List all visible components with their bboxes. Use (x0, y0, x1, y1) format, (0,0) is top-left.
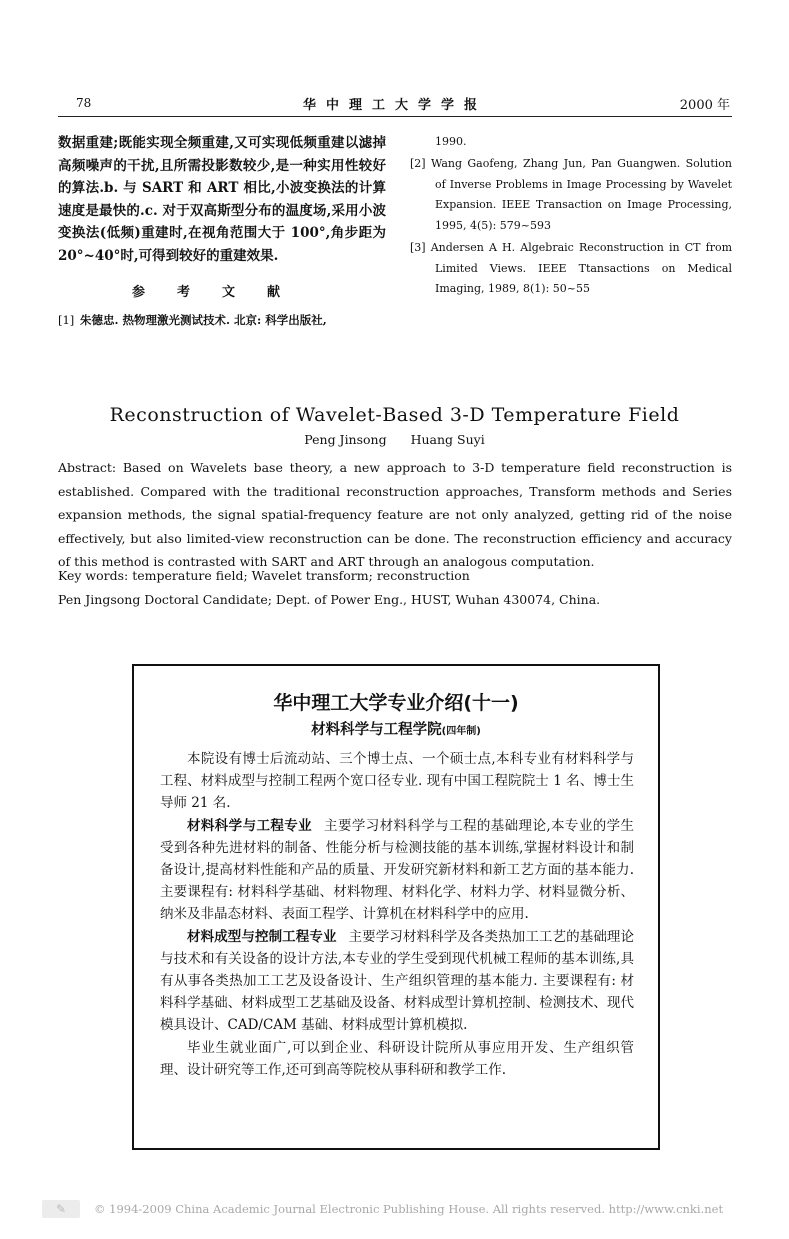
box-paragraph-2-text: 主要学习材料科学与工程的基础理论,本专业的学生受到各种先进材料的制备、性能分析与检测技能的基本训练,掌握材料设计和制备设计,提高材料性能和产品的质量、开发研究新材料和新工艺方面的基本能力. 主要课程有: 材料科学基础、材料物理、材料化学、材料力学、材料显微分析、纳米及非晶态材料、表面工程学、计算机在材料科学中的应用. (160, 817, 634, 923)
english-keywords: Key words: temperature field; Wavelet transform; reconstruction (58, 568, 470, 583)
journal-name: 华中理工大学学报 (302, 98, 487, 113)
page-header (58, 94, 732, 117)
english-authors (0, 432, 789, 447)
box-subtitle-note: (四年制) (441, 726, 481, 737)
box-body (160, 748, 634, 1081)
box-paragraph-2 (160, 815, 634, 926)
reference-2: [2] Wang Gaofeng, Zhang Jun, Pan Guangwen. Solution of Inverse Problems in Image Processing by Wavelet Expansion. IEEE Transaction on Image Processing, 1995, 4(5): 579~593 (410, 157, 732, 232)
box-paragraph-3 (160, 926, 634, 1037)
author-2: Huang Suyi (410, 432, 485, 447)
box-subtitle-text: 材料科学与工程学院 (311, 722, 442, 738)
conclusion-text: 数据重建;既能实现全频重建,又可实现低频重建以滤掉高频噪声的干扰,且所需投影数较少,是一种实用性较好的算法.b. 与 SART 和 ART 相比,小波变换法的计算速度是最快的.c. 对于双高斯型分布的温度场,采用小波变换法(低频)重建时,在视角范围大于 100°,角步距为 20°~40°时,可得到较好的重建效果. (58, 135, 386, 264)
english-abstract: Abstract: Based on Wavelets base theory, a new approach to 3-D temperature field reconstruction is established. Compared with the traditional reconstruction approaches, Transform methods and Series expansion methods, the signal spatial-frequency feature are not only analyzed, getting rid of the noise effectively, but also limited-view reconstruction can be done. The reconstruction efficiency and accuracy of this method is contrasted with SART and ART through an analogous computation. (58, 460, 732, 569)
program-intro-box (132, 664, 660, 1150)
box-subtitle (134, 718, 658, 739)
box-paragraph-3-text: 主要学习材料科学及各类热加工工艺的基础理论与技术和有关设备的设计方法,本专业的学生受到现代机械工程师的基本训练,具有从事各类热加工工艺及设备设计、生产组织管理的基本能力. 主要课程有: 材料科学基础、材料成型工艺基础及设备、材料成型计算机控制、检测技术、现代模具设计、CAD/CAM 基础、材料成型计算机模拟. (160, 928, 635, 1034)
page-number: 78 (76, 96, 92, 110)
box-title: 华中理工大学专业介绍(十一) (273, 692, 519, 714)
author-1: Peng Jinsong (304, 432, 387, 447)
left-column (58, 132, 386, 330)
page-footer (42, 1198, 742, 1222)
copyright-notice: © 1994-2009 China Academic Journal Electronic Publishing House. All rights reserved. http://www.cnki.net (94, 1202, 724, 1216)
publication-year: 2000 年 (679, 98, 730, 113)
box-paragraph-1: 本院设有博士后流动站、三个博士点、一个硕士点,本科专业有材料科学与工程、材料成型与控制工程两个宽口径专业. 现有中国工程院院士 1 名、博士生导师 21 名. (160, 751, 634, 812)
references-heading: 参考文献 (131, 285, 312, 300)
reference-1 (58, 310, 386, 330)
english-title: Reconstruction of Wavelet-Based 3-D Temperature Field (109, 404, 680, 426)
box-paragraph-4: 毕业生就业面广,可以到企业、科研设计院所从事应用开发、生产组织管理、设计研究等工作,还可到高等院校从事科研和教学工作. (160, 1039, 634, 1078)
reference-3: [3] Andersen A H. Algebraic Reconstruction in CT from Limited Views. IEEE Ttansactions on Medical Imaging, 1989, 8(1): 50~55 (410, 241, 732, 295)
major-title-materials-forming: 材料成型与控制工程专业 (187, 928, 337, 945)
major-title-materials-science: 材料科学与工程专业 (187, 817, 313, 834)
cnki-logo-icon: ✎ (42, 1200, 80, 1218)
author-affiliation: Pen Jingsong Doctoral Candidate; Dept. of Power Eng., HUST, Wuhan 430074, China. (58, 592, 601, 607)
reference-1-text: 朱德忠. 热物理激光测试技术. 北京: 科学出版社, (79, 313, 327, 327)
reference-1-number: [1] (58, 313, 75, 327)
reference-1-continued: 1990. (435, 135, 467, 148)
right-column (410, 132, 732, 300)
